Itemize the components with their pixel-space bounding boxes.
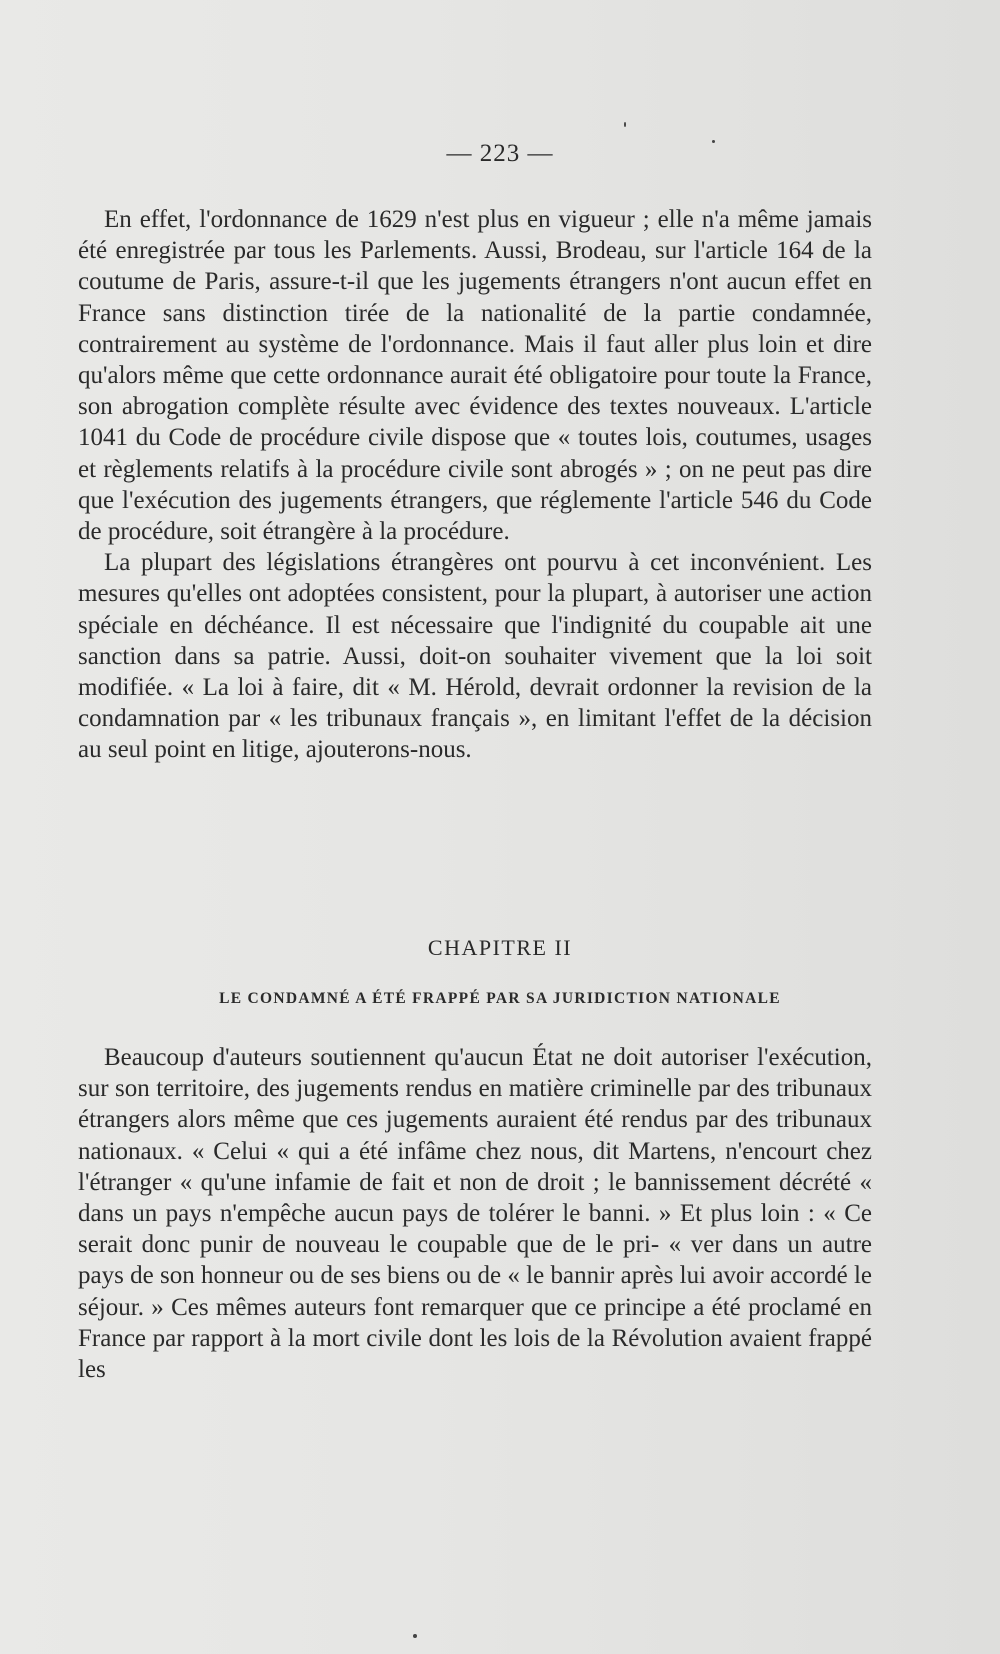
chapter-subtitle: LE CONDAMNÉ A ÉTÉ FRAPPÉ PAR SA JURIDICTION NATIONALE xyxy=(219,990,781,1007)
ink-speck xyxy=(712,140,715,143)
text-section-1 xyxy=(78,204,872,766)
ink-speck xyxy=(413,1634,417,1638)
paragraph: Beaucoup d'auteurs soutiennent qu'aucun État ne doit autoriser l'exécution, sur son territoire, des jugements rendus en matière criminelle par des tribunaux étrangers alors même que ces jugements auraient été rendus par des tribunaux nationaux. « Celui « qui a été infâme chez nous, dit Martens, n'encourt chez l'étranger « qu'une infamie de fait et non de droit ; le bannissement décrété « dans un pays n'empêche aucun pays de tolérer le banni. » Et plus loin : « Ce serait donc punir de nouveau le coupable que de le pri- « ver dans un autre pays de son honneur ou de ses biens ou de « le bannir après lui avoir accordé le séjour. » Ces mêmes auteurs font remarquer que ce principe a été proclamé en France par rapport à la mort civile dont les lois de la Révolution avaient frappé les xyxy=(78,1044,872,1384)
page-number: — 223 — xyxy=(446,140,554,167)
chapter-title: CHAPITRE II xyxy=(427,935,573,960)
paragraph: La plupart des législations étrangères ont pourvu à cet inconvénient. Les mesures qu'elles ont adoptées consistent, pour la plupart, à autoriser une action spéciale en déchéance. Il est nécessaire que l'indignité du coupable ait une sanction dans sa patrie. Aussi, doit-on souhaiter vivement que la loi soit modifiée. « La loi à faire, dit « M. Hérold, devrait ordonner la revision de la condamnation par « les tribunaux français », en limitant l'effet de la décision au seul point en litige, ajouterons-nous. xyxy=(78,549,872,764)
paragraph: En effet, l'ordonnance de 1629 n'est plus en vigueur ; elle n'a même jamais été enregistrée par tous les Parlements. Aussi, Brodeau, sur l'article 164 de la coutume de Paris, assure-t-il que les jugements étrangers n'ont aucun effet en France sans distinction tirée de la nationalité de la partie condamnée, contrairement au système de l'ordonnance. Mais il faut aller plus loin et dire qu'alors même que cette ordonnance aurait été obligatoire pour toute la France, son abrogation complète résulte avec évidence des textes nouveaux. L'article 1041 du Code de procédure civile dispose que « toutes lois, coutumes, usages et règlements relatifs à la procédure civile sont abrogés » ; on ne peut pas dire que l'exécution des jugements étrangers, que réglemente l'article 546 du Code de procédure, soit étrangère à la procédure. xyxy=(78,206,872,546)
ink-speck xyxy=(624,122,626,127)
text-section-2 xyxy=(78,1042,872,1385)
